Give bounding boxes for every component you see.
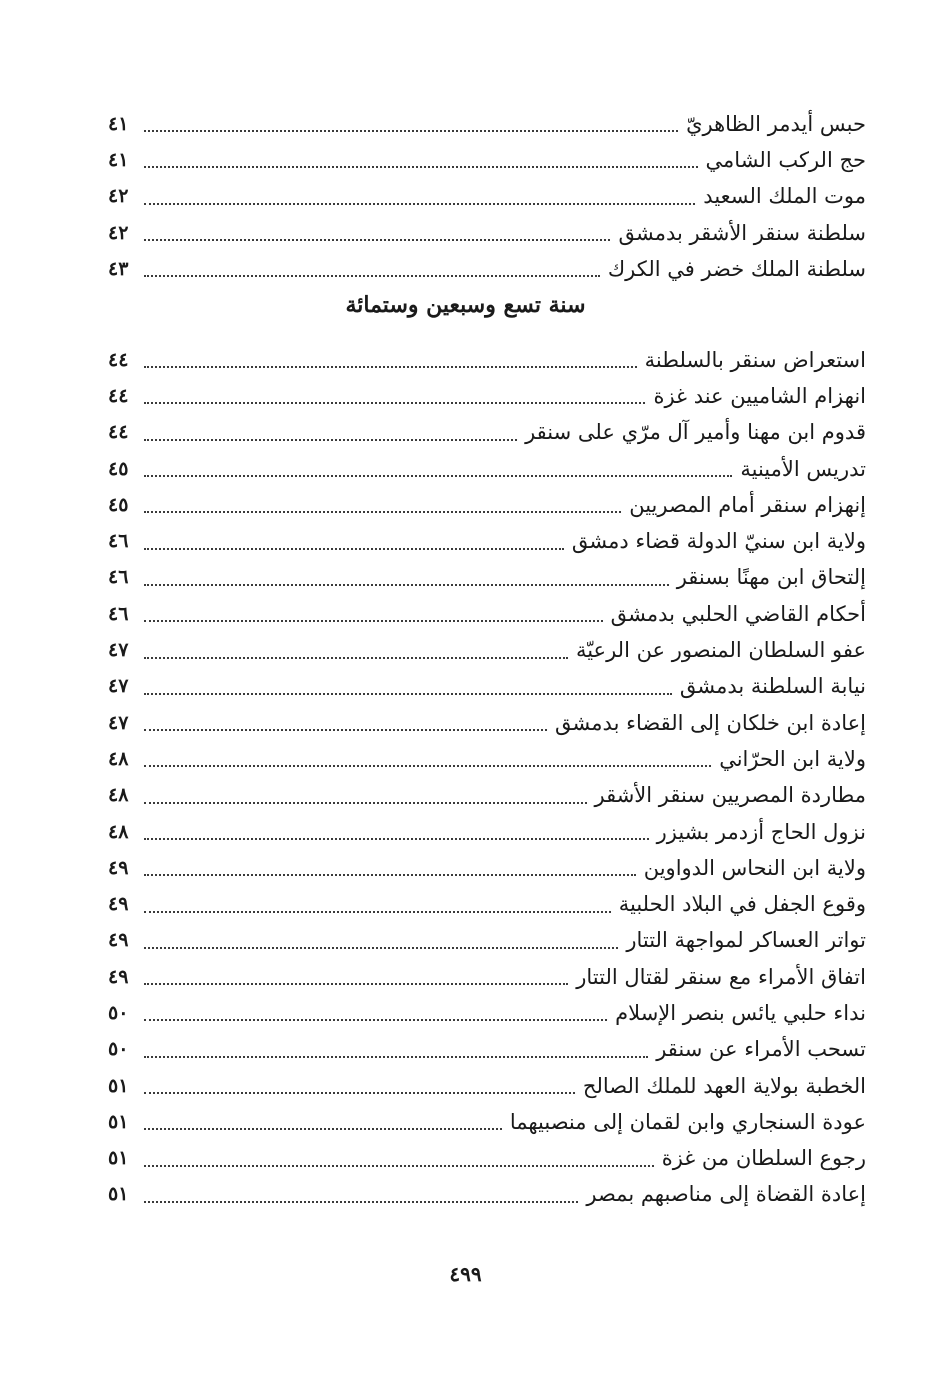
dot-leader xyxy=(144,275,600,277)
dot-leader xyxy=(144,402,645,404)
dot-leader xyxy=(144,439,517,441)
dot-leader xyxy=(144,765,711,767)
toc-entry xyxy=(108,850,866,886)
toc-entry xyxy=(108,1141,866,1177)
toc-entry xyxy=(108,179,866,215)
toc-entry-page: ٤٧ xyxy=(108,711,129,734)
toc-entry xyxy=(108,215,866,251)
dot-leader xyxy=(144,911,611,913)
dot-leader xyxy=(144,1165,654,1167)
toc-entry-page: ٥١ xyxy=(108,1147,129,1170)
toc-entry xyxy=(108,1068,866,1104)
toc-entry-title: مطاردة المصريين سنقر الأشقر xyxy=(594,783,866,808)
toc-entry-title: أحكام القاضي الحلبي بدمشق xyxy=(610,601,866,626)
toc-entry-page: ٤٦ xyxy=(108,602,129,625)
toc-entry-page: ٤٩ xyxy=(108,929,129,952)
dot-leader xyxy=(144,548,564,550)
dot-leader xyxy=(144,203,695,205)
dot-leader xyxy=(144,1056,648,1058)
toc-entry-page: ٤٥ xyxy=(108,493,129,516)
toc-entry-page: ٥١ xyxy=(108,1183,129,1206)
toc-entry-page: ٤٨ xyxy=(108,820,129,843)
dot-leader xyxy=(144,366,637,368)
toc-entry-page: ٤٨ xyxy=(108,784,129,807)
toc-entry-title: موت الملك السعيد xyxy=(703,184,866,209)
toc-entry-title: انهزام الشاميين عند غزة xyxy=(653,383,866,408)
toc-entry-title: حبس أيدمر الظاهريّ xyxy=(686,111,866,136)
toc-entry-title: إنهزام سنقر أمام المصريين xyxy=(629,492,866,517)
toc-entry xyxy=(108,1104,866,1140)
dot-leader xyxy=(144,239,610,241)
toc-entry xyxy=(108,106,866,142)
toc-entry-title: نيابة السلطنة بدمشق xyxy=(679,674,866,699)
toc-entry xyxy=(108,778,866,814)
toc-entry xyxy=(108,451,866,487)
toc-entry-title: سلطنة سنقر الأشقر بدمشق xyxy=(618,220,866,245)
toc-entry-title: تواتر العساكر لمواجهة التتار xyxy=(626,928,866,953)
toc-entry xyxy=(108,1032,866,1068)
toc-entry-page: ٤٧ xyxy=(108,639,129,662)
toc-entry-title: استعراض سنقر بالسلطنة xyxy=(644,347,866,372)
dot-leader xyxy=(144,166,698,168)
toc-entry xyxy=(108,632,866,668)
toc-entry xyxy=(108,523,866,559)
toc-entry-page: ٤٨ xyxy=(108,747,129,770)
toc-entry xyxy=(108,886,866,922)
toc-list-year-679 xyxy=(108,342,866,1213)
toc-entry xyxy=(108,995,866,1031)
toc-entry-title: رجوع السلطان من غزة xyxy=(661,1146,866,1171)
dot-leader xyxy=(144,983,568,985)
toc-entry-page: ٤٩ xyxy=(108,893,129,916)
toc-entry-title: وقوع الجفل في البلاد الحلبية xyxy=(618,892,866,917)
toc-entry-title: ولاية ابن النحاس الدواوين xyxy=(643,855,866,880)
dot-leader xyxy=(144,1019,607,1021)
toc-entry-title: عودة السنجاري وابن لقمان إلى منصبيهما xyxy=(509,1109,866,1134)
toc-entry xyxy=(108,669,866,705)
toc-entry-title: قدوم ابن مهنا وأمير آل مرّي على سنقر xyxy=(525,420,866,445)
toc-entry-page: ٤٩ xyxy=(108,856,129,879)
page-number: ٤٩٩ xyxy=(449,1262,482,1286)
dot-leader xyxy=(144,584,669,586)
toc-entry xyxy=(108,959,866,995)
toc-entry-title: إعادة القضاة إلى مناصبهم بمصر xyxy=(586,1182,866,1207)
dot-leader xyxy=(144,620,603,622)
toc-entry-page: ٤٤ xyxy=(108,348,129,371)
dot-leader xyxy=(144,802,587,804)
toc-entry-page: ٤١ xyxy=(108,148,129,171)
toc-entry xyxy=(108,415,866,451)
toc-entry-title: عفو السلطان المنصور عن الرعيّة xyxy=(575,638,866,663)
toc-entry-page: ٤٤ xyxy=(108,421,129,444)
toc-entry-title: سلطنة الملك خضر في الكرك xyxy=(607,256,866,281)
toc-entry-page: ٥١ xyxy=(108,1110,129,1133)
dot-leader xyxy=(144,1128,502,1130)
dot-leader xyxy=(144,657,568,659)
dot-leader xyxy=(144,511,621,513)
toc-entry xyxy=(108,142,866,178)
toc-entry xyxy=(108,741,866,777)
toc-entry-title: نزول الحاج أزدمر بشيزر xyxy=(656,819,866,844)
toc-entry xyxy=(108,378,866,414)
toc-entry-page: ٤٢ xyxy=(108,185,129,208)
toc-list-previous-year xyxy=(108,106,866,287)
toc-entry xyxy=(108,1177,866,1213)
dot-leader xyxy=(144,947,618,949)
dot-leader xyxy=(144,729,547,731)
toc-entry-title: تدريس الأمينية xyxy=(740,456,866,481)
toc-entry-title: حج الركب الشامي xyxy=(705,147,866,172)
toc-entry xyxy=(108,560,866,596)
toc-entry-page: ٤٧ xyxy=(108,675,129,698)
toc-entry-page: ٤٤ xyxy=(108,384,129,407)
toc-entry-title: ولاية ابن سنيّ الدولة قضاء دمشق xyxy=(571,529,866,554)
toc-entry-title: ولاية ابن الحرّاني xyxy=(719,746,866,771)
toc-entry-title: تسحب الأمراء عن سنقر xyxy=(656,1037,866,1062)
toc-entry-page: ٥٠ xyxy=(108,1001,129,1024)
toc-entry-page: ٤٥ xyxy=(108,457,129,480)
dot-leader xyxy=(144,1092,575,1094)
toc-entry-page: ٤٦ xyxy=(108,530,129,553)
toc-entry-page: ٤١ xyxy=(108,112,129,135)
toc-entry xyxy=(108,251,866,287)
toc-entry-page: ٤٣ xyxy=(108,257,129,280)
toc-entry xyxy=(108,487,866,523)
toc-entry xyxy=(108,705,866,741)
toc-entry xyxy=(108,342,866,378)
toc-entry-page: ٤٩ xyxy=(108,965,129,988)
toc-entry xyxy=(108,923,866,959)
toc-entry-page: ٥١ xyxy=(108,1074,129,1097)
toc-entry-title: إعادة ابن خلكان إلى القضاء بدمشق xyxy=(555,710,866,735)
dot-leader xyxy=(144,874,636,876)
dot-leader xyxy=(144,475,732,477)
dot-leader xyxy=(144,693,672,695)
toc-entry xyxy=(108,814,866,850)
dot-leader xyxy=(144,130,678,132)
dot-leader xyxy=(144,1201,578,1203)
toc-entry xyxy=(108,596,866,632)
toc-entry-title: نداء حلبي يائس بنصر الإسلام xyxy=(615,1000,866,1025)
toc-entry-page: ٤٢ xyxy=(108,221,129,244)
section-heading: سنة تسع وسبعين وستمائة xyxy=(345,292,586,318)
toc-entry-title: الخطبة بولاية العهد للملك الصالح xyxy=(582,1073,866,1098)
dot-leader xyxy=(144,838,649,840)
toc-entry-title: اتفاق الأمراء مع سنقر لقتال التتار xyxy=(576,964,866,989)
toc-entry-title: إلتحاق ابن مهنًا بسنقر xyxy=(676,565,866,590)
toc-entry-page: ٤٦ xyxy=(108,566,129,589)
toc-entry-page: ٥٠ xyxy=(108,1038,129,1061)
